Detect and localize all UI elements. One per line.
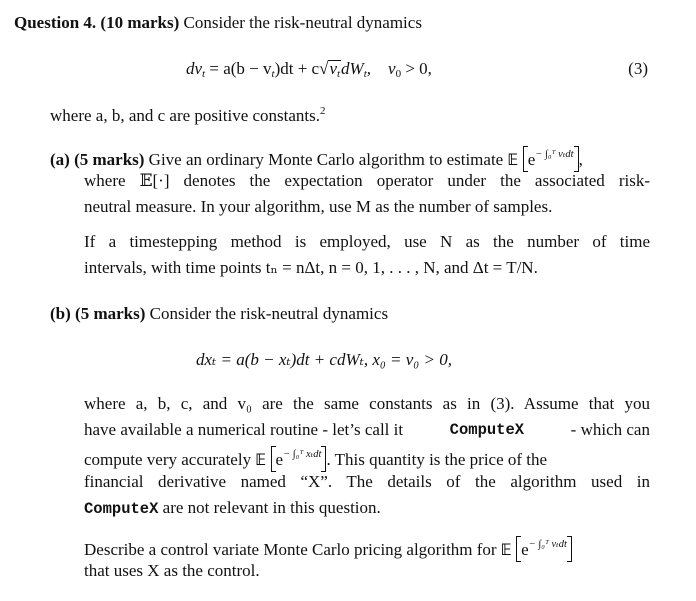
eq3-cond2: > 0, <box>405 59 432 78</box>
part-a-line2: where 𝔼[·] denotes the expectation operator under the associated risk- <box>84 171 650 190</box>
part-b-text3b: - which can <box>570 420 650 439</box>
eq3-sqrt: v <box>329 59 337 78</box>
computex-name: ComputeX <box>449 421 525 439</box>
equation-3: $dv_t = a(b - v_t)dt + c√v_tdW_t$, $v_0 > 0$, <box>186 59 432 80</box>
exp-base-c: e <box>521 540 529 559</box>
equation-number: (3) <box>628 59 648 78</box>
exp-base: e <box>527 150 536 169</box>
eq3-lhs: dv <box>186 59 203 78</box>
part-b-line8: that uses X as the control. <box>84 561 260 580</box>
part-b-equation: dxₜ = a(b − xₜ)dt + cdWₜ, x₀ = v₀ > 0, <box>196 350 452 369</box>
expectation-symbol-c: 𝔼 <box>500 540 512 559</box>
part-b-text7: Describe a control variate Monte Carlo pricing algorithm for <box>84 540 497 559</box>
eq3-tail2: dW <box>341 59 364 78</box>
exp-power: − ∫₀ᵀ vₜdt <box>535 149 574 160</box>
question-heading: Question 4. (10 marks) <box>14 13 180 32</box>
part-b-line6 <box>84 498 381 519</box>
part-b-text4b: . This quantity is the price of the <box>326 450 548 469</box>
part-a-label: (a) (5 marks) <box>50 150 145 169</box>
part-a-line1: (a) (5 marks) Give an ordinary Monte Carlo algorithm to estimate 𝔼 $e^{- \int_0ᵀ v_tdt}$ , <box>50 145 583 172</box>
part-b-text4a: compute very accurately <box>84 450 252 469</box>
part-b-line1 <box>50 304 388 324</box>
part-a-line5: intervals, with time points tₙ = nΔt, n = 0, 1, . . . , N, and Δt = T/N. <box>84 258 538 277</box>
where-text: where a, b, and c are positive constants. <box>50 106 321 125</box>
exp-base-b: e <box>275 450 284 469</box>
footnote-mark: 2 <box>320 105 326 117</box>
part-b-text6b: are not relevant in this question. <box>162 498 381 517</box>
part-a-text1: Give an ordinary Monte Carlo algorithm to estimate <box>148 150 504 169</box>
question-intro: Consider the risk-neutral dynamics <box>183 13 422 32</box>
part-a-line4: If a timestepping method is employed, use N as the number of time <box>84 232 650 251</box>
exp-power-c: − ∫₀ᵀ vₜdt <box>528 539 567 550</box>
expectation-symbol: 𝔼 <box>507 150 519 169</box>
computex-name-2: ComputeX <box>84 500 159 518</box>
part-b-line5: financial derivative named “X”. The details of the algorithm used in <box>84 472 650 491</box>
part-b-line3 <box>84 420 650 440</box>
part-b-text1: Consider the risk-neutral dynamics <box>149 304 389 323</box>
part-b-line2: where a, b, c, and v₀ are the same constants as in (3). Assume that you <box>84 394 650 413</box>
part-b-label: (b) (5 marks) <box>50 304 146 323</box>
eq3-tail: )dt + c <box>274 59 320 78</box>
expectation-symbol-b: 𝔼 <box>255 450 267 469</box>
part-b-line4 <box>84 445 547 472</box>
exp-power-x: − ∫₀ᵀ xₜdt <box>283 449 322 460</box>
eq3-rhs: = a(b − v <box>209 59 272 78</box>
part-b-line7 <box>84 535 572 562</box>
eq3-cond: v <box>388 59 396 78</box>
where-line <box>50 101 326 126</box>
part-a-line3: neutral measure. In your algorithm, use M as the number of samples. <box>84 197 553 216</box>
question-heading-line <box>14 13 422 33</box>
part-b-text3a: have available a numerical routine - let’s call it <box>84 420 404 439</box>
